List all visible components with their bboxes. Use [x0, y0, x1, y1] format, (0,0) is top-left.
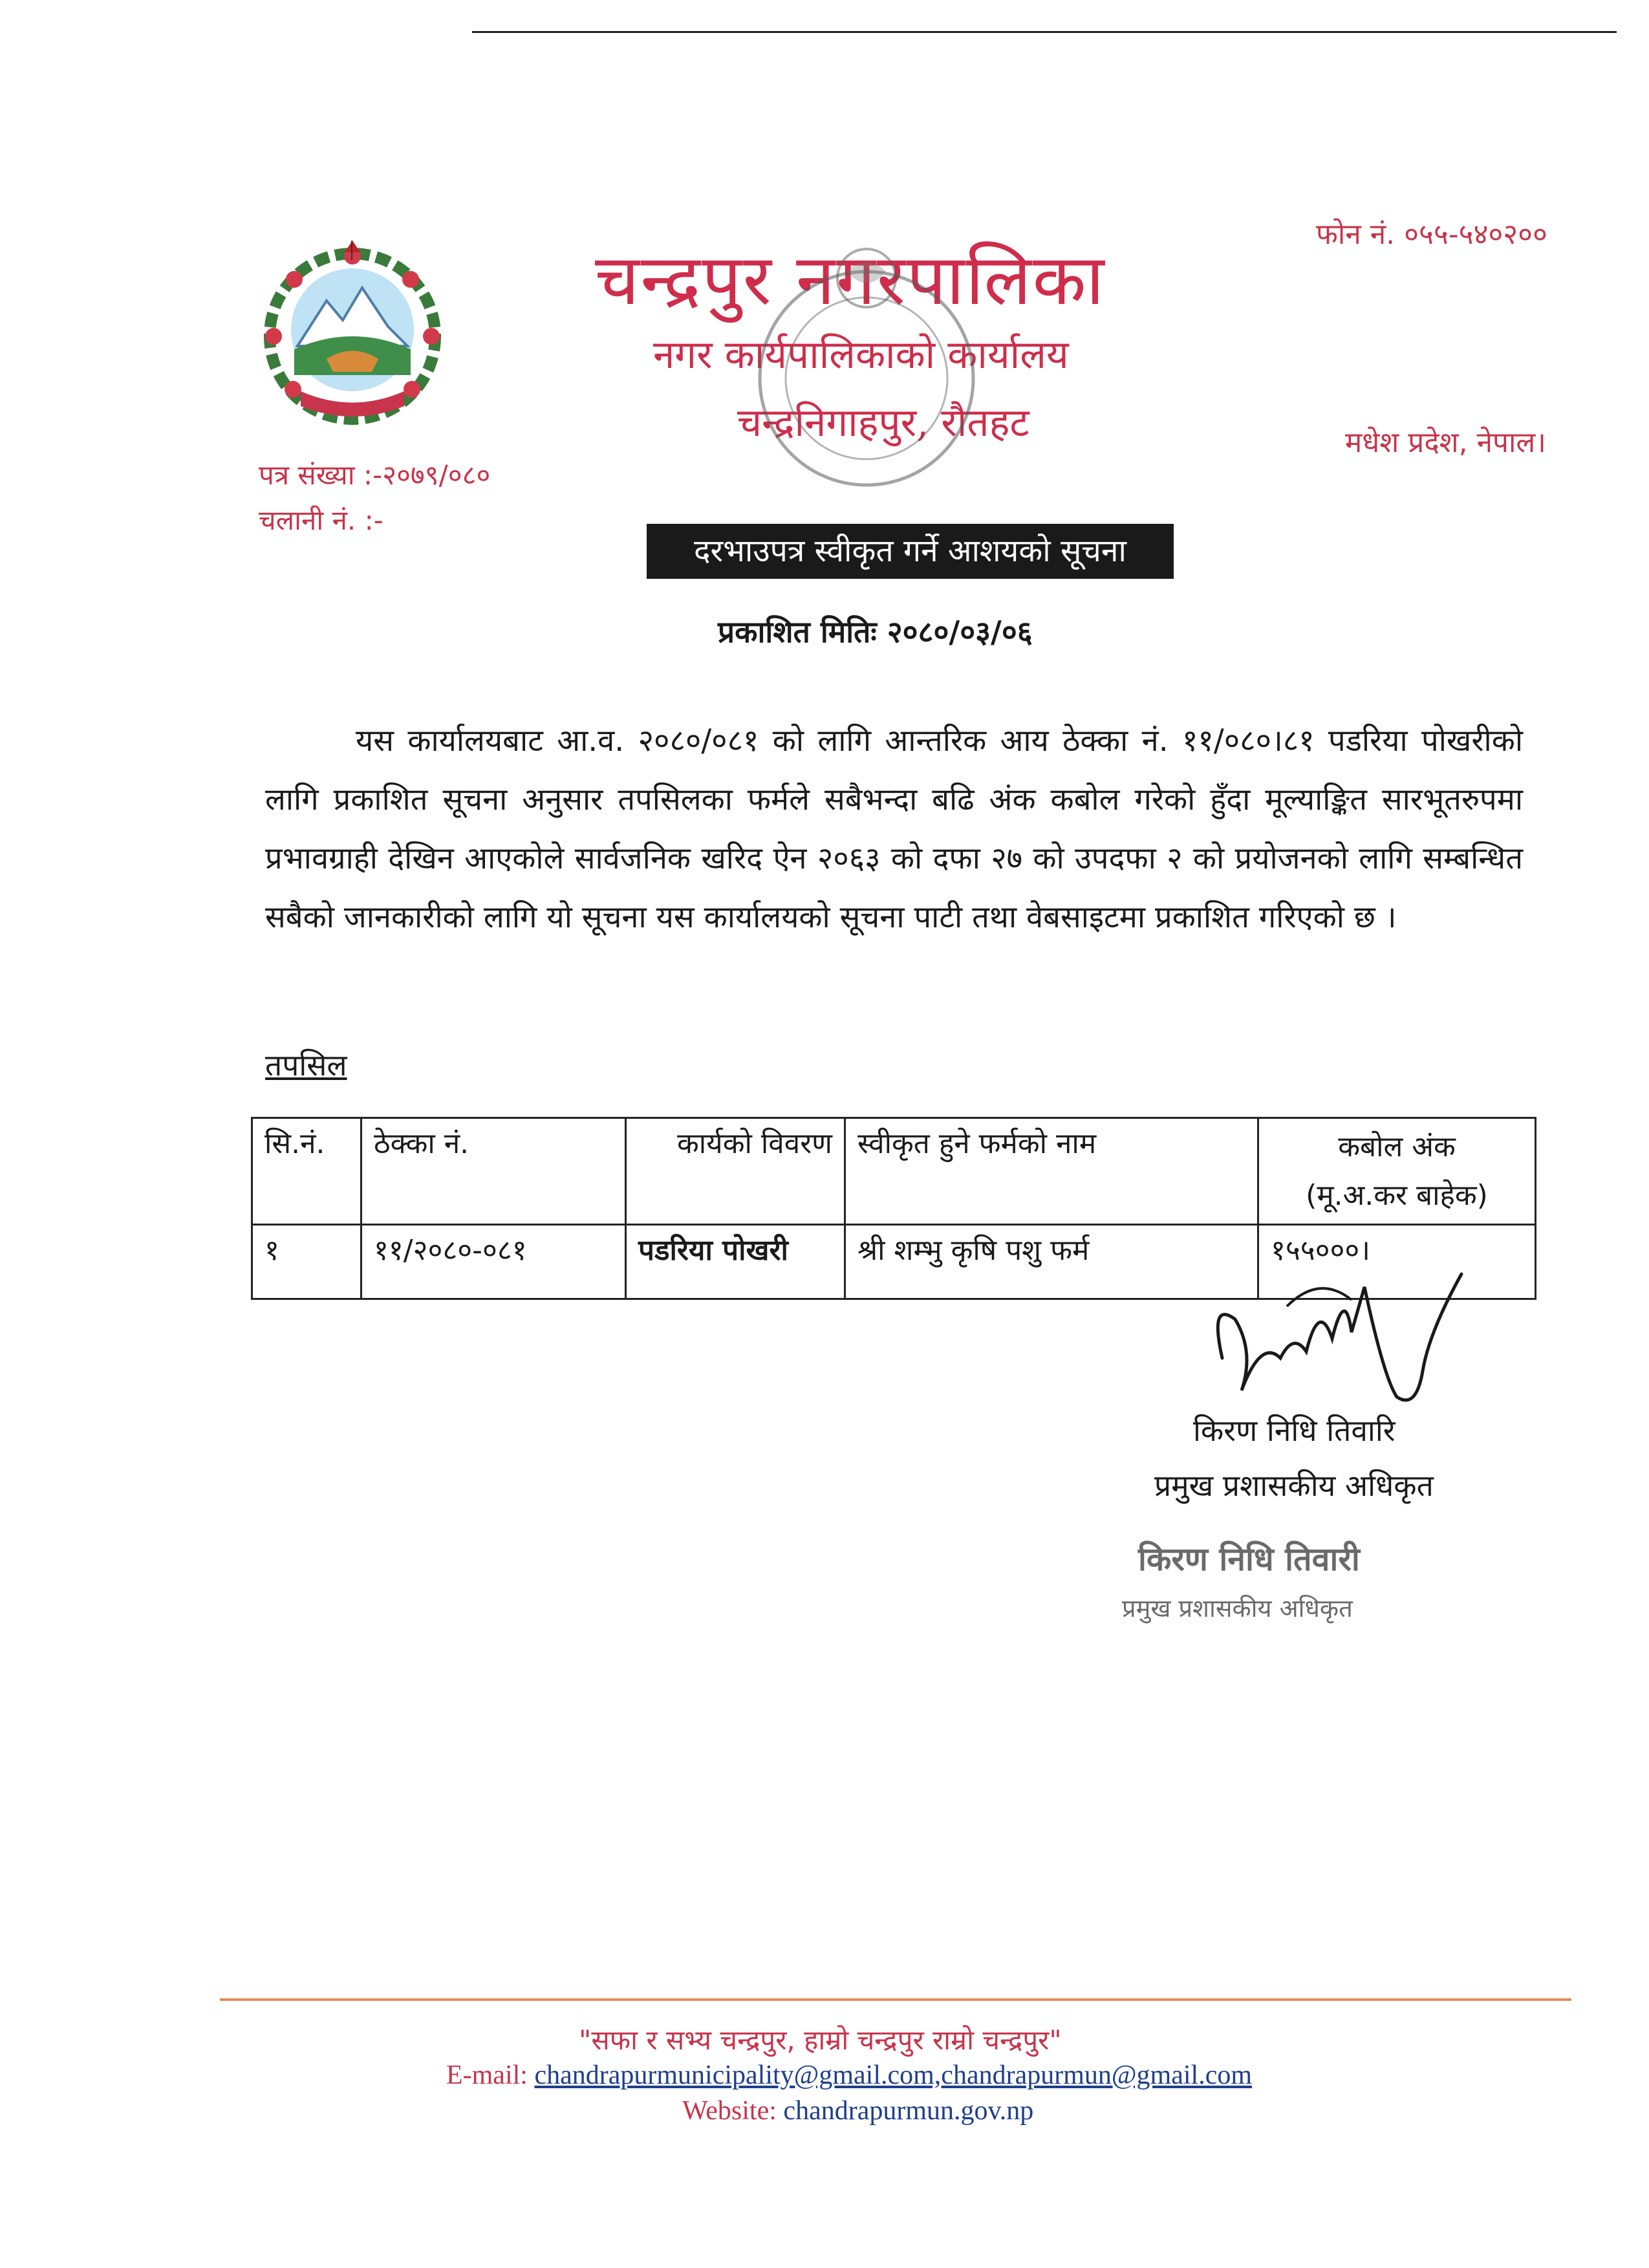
- footer-motto: "सफा र सभ्य चन्द्रपुर, हाम्रो चन्द्रपुर राम्रो चन्द्रपुर": [579, 2024, 1062, 2056]
- published-date: प्रकाशित मितिः २०८०/०३/०६: [718, 614, 1033, 649]
- seal-title: प्रमुख प्रशासकीय अधिकृत: [1122, 1594, 1353, 1623]
- table-header-row: [252, 1118, 1536, 1225]
- email-link[interactable]: chandrapurmunicipality@gmail.com,chandrapurmun@gmail.com: [534, 2060, 1253, 2090]
- notice-title: दरभाउपत्र स्वीकृत गर्ने आशयको सूचना: [647, 524, 1174, 579]
- office-round-stamp-icon: [744, 233, 989, 524]
- nepal-government-emblem-icon: [255, 239, 449, 433]
- top-rule: [472, 31, 1617, 33]
- letter-number: पत्र संख्या :-२०७९/०८०: [259, 459, 491, 491]
- website-link[interactable]: chandrapurmun.gov.np: [783, 2096, 1034, 2126]
- header-serial: सि.नं.: [252, 1118, 361, 1225]
- cell-work-desc: पडरिया पोखरी: [626, 1225, 845, 1299]
- header-bid-amount: कबोल अंक (मू.अ.कर बाहेक): [1258, 1118, 1536, 1225]
- email-label: E-mail:: [446, 2060, 528, 2090]
- cell-firm-name: श्री शम्भु कृषि पशु फर्म: [845, 1225, 1258, 1299]
- office-name: चन्द्रपुर नगरपालिका: [595, 240, 1106, 321]
- header-work-desc: कार्यको विवरण: [626, 1118, 845, 1225]
- schedule-heading: तपसिल: [265, 1048, 347, 1083]
- footer-rule: [220, 1998, 1571, 2001]
- handwritten-signature: [1203, 1261, 1474, 1429]
- footer-website: [682, 2095, 1033, 2126]
- province-address: मधेश प्रदेश, नेपाल।: [1345, 426, 1546, 459]
- cell-contract-no: ११/२०८०-०८१: [361, 1225, 626, 1299]
- office-address: चन्द्रनिगाहपुर, रौतहट: [737, 400, 1029, 446]
- notice-body-text: यस कार्यालयबाट आ.व. २०८०/०८१ को लागि आन्तरिक आय ठेक्का नं. ११/०८०।८१ पडरिया पोखरीको लागि प्रकाशित सूचना अनुसार तपसिलका फर्मले सबैभन्दा बढि अंक कबोल गरेको हुँदा मूल्याङ्कित सारभूतरुपमा प्रभावग्राही देखिन आएकोले सार्वजनिक खरिद ऐन २०६३ को दफा २७ को उपदफा २ को प्रयोजनको लागि सम्बन्धित सबैको जानकारीको लागि यो सूचना यस कार्यालयको सूचना पाटी तथा वेबसाइटमा प्रकाशित गरिएको छ ।: [265, 723, 1523, 935]
- header-firm-name: स्वीकृत हुने फर्मको नाम: [845, 1118, 1258, 1225]
- notice-body: [265, 711, 1523, 947]
- phone-number: फोन नं. ०५५-५४०२००: [1316, 218, 1547, 251]
- footer-email: [446, 2060, 1252, 2091]
- cell-bid-amount: १५५०००।: [1258, 1225, 1536, 1299]
- signatory-title: प्रमुख प्रशासकीय अधिकृत: [1154, 1468, 1434, 1503]
- office-subtitle: नगर कार्यपालिकाको कार्यालय: [653, 332, 1069, 378]
- header-contract-no: ठेक्का नं.: [361, 1118, 626, 1225]
- seal-name: किरण निधि तिवारी: [1138, 1540, 1360, 1578]
- dispatch-number: चलानी नं. :-: [259, 504, 383, 536]
- signatory-name: किरण निधि तिवारि: [1193, 1413, 1396, 1448]
- website-label: Website:: [682, 2096, 777, 2126]
- cell-serial: १: [252, 1225, 361, 1299]
